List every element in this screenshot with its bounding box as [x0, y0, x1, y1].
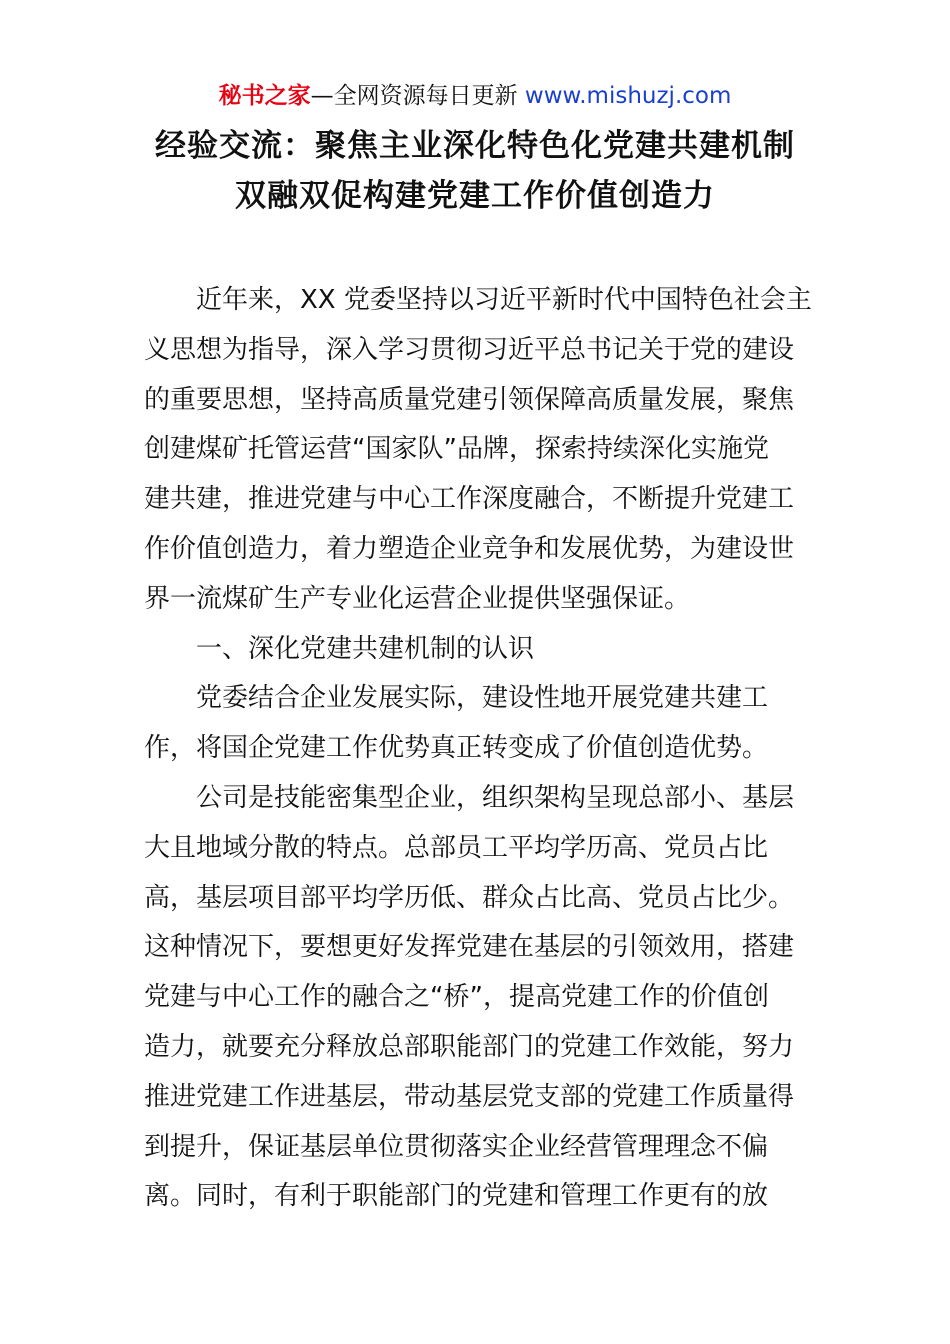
paragraph-line: 党委结合企业发展实际，建设性地开展党建共建工	[196, 683, 769, 714]
paragraph-line: 作，将国企党建工作优势真正转变成了价值创造优势。	[144, 733, 769, 764]
paragraph-line: 离。同时，有利于职能部门的党建和管理工作更有的放	[144, 1181, 769, 1212]
paragraph-line: 大且地域分散的特点。总部员工平均学历高、党员占比	[144, 832, 769, 863]
paragraph-line: 界一流煤矿生产专业化运营企业提供坚强保证。	[144, 583, 691, 614]
site-tagline: —全网资源每日更新	[310, 83, 525, 109]
paragraph-line: 公司是技能密集型企业，组织架构呈现总部小、基层	[196, 782, 795, 813]
document-title-line-1: 经验交流：聚焦主业深化特色化党建共建机制	[155, 128, 795, 164]
paragraph-line: 作价值创造力，着力塑造企业竞争和发展优势，为建设世	[144, 533, 795, 564]
document-body	[144, 276, 812, 1222]
paragraph-line: 到提升，保证基层单位贯彻落实企业经营管理理念不偏	[144, 1131, 769, 1162]
paragraph-line: 的重要思想，坚持高质量党建引领保障高质量发展，聚焦	[144, 384, 795, 415]
site-url-link[interactable]: www.mishuzj.com	[524, 83, 732, 109]
paragraph-line: 这种情况下，要想更好发挥党建在基层的引领效用，搭建	[144, 932, 795, 963]
section-heading: 一、深化党建共建机制的认识	[196, 633, 535, 664]
paragraph-line: 高，基层项目部平均学历低、群众占比高、党员占比少。	[144, 882, 795, 913]
paragraph-line: 创建煤矿托管运营“国家队”品牌，探索持续深化实施党	[144, 434, 769, 465]
paragraph-line: 近年来，XX 党委坚持以习近平新时代中国特色社会主	[196, 285, 812, 315]
paragraph-line: 建共建，推进党建与中心工作深度融合，不断提升党建工	[144, 484, 795, 515]
site-brand: 秘书之家	[218, 83, 311, 109]
site-header	[0, 80, 950, 112]
paragraph-line: 造力，就要充分释放总部职能部门的党建工作效能，努力	[144, 1031, 795, 1062]
document-title-line-2: 双融双促构建党建工作价值创造力	[235, 178, 715, 214]
paragraph-line: 党建与中心工作的融合之“桥”，提高党建工作的价值创	[144, 982, 769, 1013]
paragraph-line: 推进党建工作进基层，带动基层党支部的党建工作质量得	[144, 1081, 795, 1112]
paragraph-line: 义思想为指导，深入学习贯彻习近平总书记关于党的建设	[144, 334, 795, 365]
